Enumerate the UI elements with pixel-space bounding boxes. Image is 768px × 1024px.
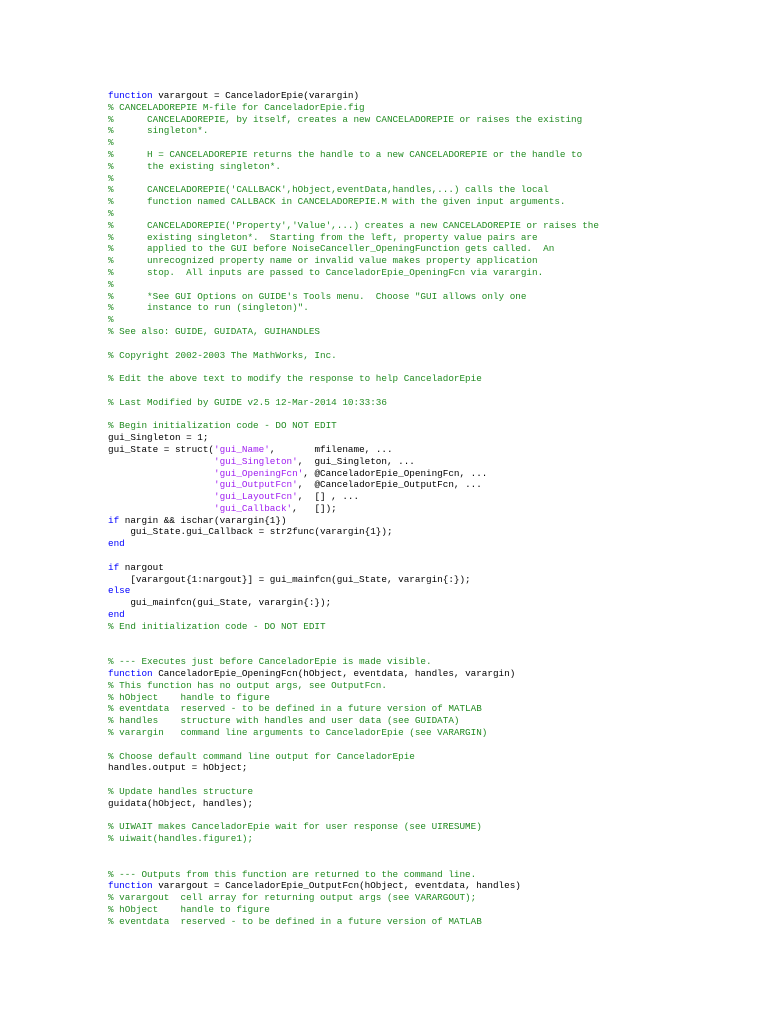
code-line (108, 409, 748, 421)
code-line (108, 267, 748, 279)
code-line (108, 220, 748, 232)
code-comment: % --- Executes just before CanceladorEpie is made visible. (108, 656, 432, 668)
code-text: , gui_Singleton, ... (297, 455, 415, 467)
code-line (108, 739, 748, 751)
code-line (108, 703, 748, 715)
code-line (108, 562, 748, 574)
code-comment: % eventdata reserved - to be defined in a future version of MATLAB (108, 915, 482, 927)
code-text: gui_State = struct( (108, 443, 215, 455)
code-string: 'gui_Singleton' (214, 455, 298, 467)
code-line (108, 503, 748, 515)
code-text: handles.output = hObject; (108, 762, 248, 774)
code-comment: % hObject handle to figure (108, 903, 270, 915)
code-line (108, 833, 748, 845)
code-line (108, 184, 748, 196)
code-text (108, 479, 214, 490)
code-line (108, 644, 748, 656)
code-line (108, 810, 748, 822)
code-line (108, 857, 748, 869)
code-string: 'gui_Name' (214, 443, 270, 455)
code-string: 'gui_OpeningFcn' (214, 467, 304, 479)
code-keyword: end (108, 538, 125, 550)
code-keyword: if (108, 514, 120, 526)
code-comment: % applied to the GUI before NoiseCanceller_OpeningFunction gets called. An (108, 243, 555, 255)
code-comment: % CANCELADOREPIE('CALLBACK',hObject,eventData,handles,...) calls the local (108, 184, 549, 196)
code-comment: % (108, 172, 114, 184)
code-line (108, 232, 748, 244)
code-line (108, 798, 748, 810)
code-text (108, 456, 214, 467)
code-line (108, 597, 748, 609)
code-text: , @CanceladorEpie_OpeningFcn, ... (303, 467, 488, 479)
code-comment: % Choose default command line output for CanceladorEpie (108, 750, 415, 762)
code-comment: % CANCELADOREPIE('Property','Value',...) creates a new CANCELADOREPIE or raises the (108, 219, 599, 231)
code-comment: % CANCELADOREPIE M-file for CanceladorEpie.fig (108, 101, 365, 113)
code-line (108, 161, 748, 173)
code-line (108, 444, 748, 456)
code-text: CanceladorEpie_OpeningFcn(hObject, eventdata, handles, varargin) (152, 668, 516, 680)
code-line (108, 526, 748, 538)
code-line (108, 373, 748, 385)
code-text (108, 503, 214, 514)
code-line (108, 350, 748, 362)
code-keyword: end (108, 609, 125, 621)
code-comment: % Last Modified by GUIDE v2.5 12-Mar-2014 10:33:36 (108, 396, 387, 408)
code-line (108, 715, 748, 727)
code-text: [varargout{1:nargout}] = gui_mainfcn(gui_State, varargin{:}); (108, 573, 471, 585)
code-line (108, 692, 748, 704)
code-line (108, 338, 748, 350)
code-comment: % existing singleton*. Starting from the left, property value pairs are (108, 231, 538, 243)
code-comment: % unrecognized property name or invalid value makes property application (108, 255, 538, 267)
code-line (108, 774, 748, 786)
code-string: 'gui_LayoutFcn' (214, 491, 298, 503)
code-comment: % Update handles structure (108, 786, 254, 798)
code-line (108, 90, 748, 102)
code-line (108, 585, 748, 597)
code-line (108, 621, 748, 633)
code-line (108, 243, 748, 255)
code-line (108, 173, 748, 185)
code-text: , [] , ... (297, 491, 360, 503)
code-line (108, 786, 748, 798)
code-comment: % Begin initialization code - DO NOT EDIT (108, 420, 337, 432)
code-text: varargout = CanceladorEpie_OutputFcn(hObject, eventdata, handles) (152, 880, 521, 892)
code-line (108, 904, 748, 916)
code-text: gui_State.gui_Callback = str2func(varargin{1}); (108, 526, 393, 538)
code-line (108, 538, 748, 550)
code-line (108, 102, 748, 114)
code-keyword: function (108, 90, 153, 101)
code-text: , mfilename, ... (269, 443, 393, 455)
code-line (108, 515, 748, 527)
code-comment: % varargin command line arguments to CanceladorEpie (see VARARGIN) (108, 727, 488, 739)
code-comment: % (108, 137, 114, 149)
code-line (108, 550, 748, 562)
code-line (108, 432, 748, 444)
code-text: nargout (119, 561, 164, 573)
code-comment: % *See GUI Options on GUIDE's Tools menu. Choose "GUI allows only one (108, 290, 527, 302)
code-line (108, 609, 748, 621)
code-line (108, 314, 748, 326)
code-text: , @CanceladorEpie_OutputFcn, ... (297, 479, 482, 491)
code-line (108, 114, 748, 126)
code-comment: % function named CALLBACK in CANCELADOREPIE.M with the given input arguments. (108, 196, 566, 208)
code-comment: % End initialization code - DO NOT EDIT (108, 620, 326, 632)
code-listing (108, 90, 748, 928)
code-comment: % See also: GUIDE, GUIDATA, GUIHANDLES (108, 325, 321, 337)
code-line (108, 892, 748, 904)
code-comment: % This function has no output args, see OutputFcn. (108, 679, 387, 691)
code-string: 'gui_OutputFcn' (214, 479, 298, 491)
code-comment: % (108, 278, 114, 290)
code-comment: % Copyright 2002-2003 The MathWorks, Inc. (108, 349, 337, 361)
code-comment: % hObject handle to figure (108, 691, 270, 703)
code-comment: % uiwait(handles.figure1); (108, 833, 254, 845)
code-comment: % Edit the above text to modify the response to help CanceladorEpie (108, 373, 482, 385)
code-text: , []); (292, 502, 337, 514)
code-line (108, 125, 748, 137)
code-line (108, 916, 748, 928)
code-line (108, 397, 748, 409)
code-text (108, 491, 214, 502)
code-keyword: function (108, 668, 153, 680)
code-line (108, 137, 748, 149)
code-line (108, 574, 748, 586)
code-comment: % (108, 314, 114, 326)
code-comment: % stop. All inputs are passed to CanceladorEpie_OpeningFcn via varargin. (108, 266, 544, 278)
code-line (108, 656, 748, 668)
code-comment: % UIWAIT makes CanceladorEpie wait for user response (see UIRESUME) (108, 821, 482, 833)
code-comment: % the existing singleton*. (108, 160, 281, 172)
code-comment: % CANCELADOREPIE, by itself, creates a new CANCELADOREPIE or raises the existing (108, 113, 583, 125)
code-line (108, 420, 748, 432)
code-comment: % (108, 207, 114, 219)
code-comment: % varargout cell array for returning output args (see VARARGOUT); (108, 892, 477, 904)
code-text (108, 468, 214, 479)
code-line (108, 291, 748, 303)
code-line (108, 279, 748, 291)
code-line (108, 845, 748, 857)
code-keyword: if (108, 561, 120, 573)
code-text: gui_Singleton = 1; (108, 432, 209, 444)
code-line (108, 668, 748, 680)
code-line (108, 255, 748, 267)
code-line (108, 762, 748, 774)
code-comment: % singleton*. (108, 125, 209, 137)
code-line (108, 208, 748, 220)
code-line (108, 468, 748, 480)
code-line (108, 751, 748, 763)
code-line (108, 326, 748, 338)
code-line (108, 196, 748, 208)
code-text: varargout = CanceladorEpie(varargin) (152, 90, 360, 101)
code-line (108, 456, 748, 468)
code-line (108, 633, 748, 645)
code-string: 'gui_Callback' (214, 502, 293, 514)
code-comment: % H = CANCELADOREPIE returns the handle to a new CANCELADOREPIE or the handle to (108, 148, 583, 160)
code-comment: % eventdata reserved - to be defined in a future version of MATLAB (108, 703, 482, 715)
code-keyword: function (108, 880, 153, 892)
code-comment: % instance to run (singleton)". (108, 302, 309, 314)
code-line (108, 302, 748, 314)
code-line (108, 491, 748, 503)
code-line (108, 821, 748, 833)
code-line (108, 869, 748, 881)
code-line (108, 479, 748, 491)
code-text: gui_mainfcn(gui_State, varargin{:}); (108, 597, 332, 609)
code-line (108, 385, 748, 397)
code-keyword: else (108, 585, 131, 597)
code-line (108, 727, 748, 739)
code-line (108, 361, 748, 373)
code-line (108, 680, 748, 692)
code-comment: % --- Outputs from this function are returned to the command line. (108, 868, 477, 880)
code-text: guidata(hObject, handles); (108, 797, 254, 809)
code-line (108, 149, 748, 161)
code-line (108, 880, 748, 892)
code-text: nargin && ischar(varargin{1}) (119, 514, 287, 526)
code-comment: % handles structure with handles and user data (see GUIDATA) (108, 715, 460, 727)
